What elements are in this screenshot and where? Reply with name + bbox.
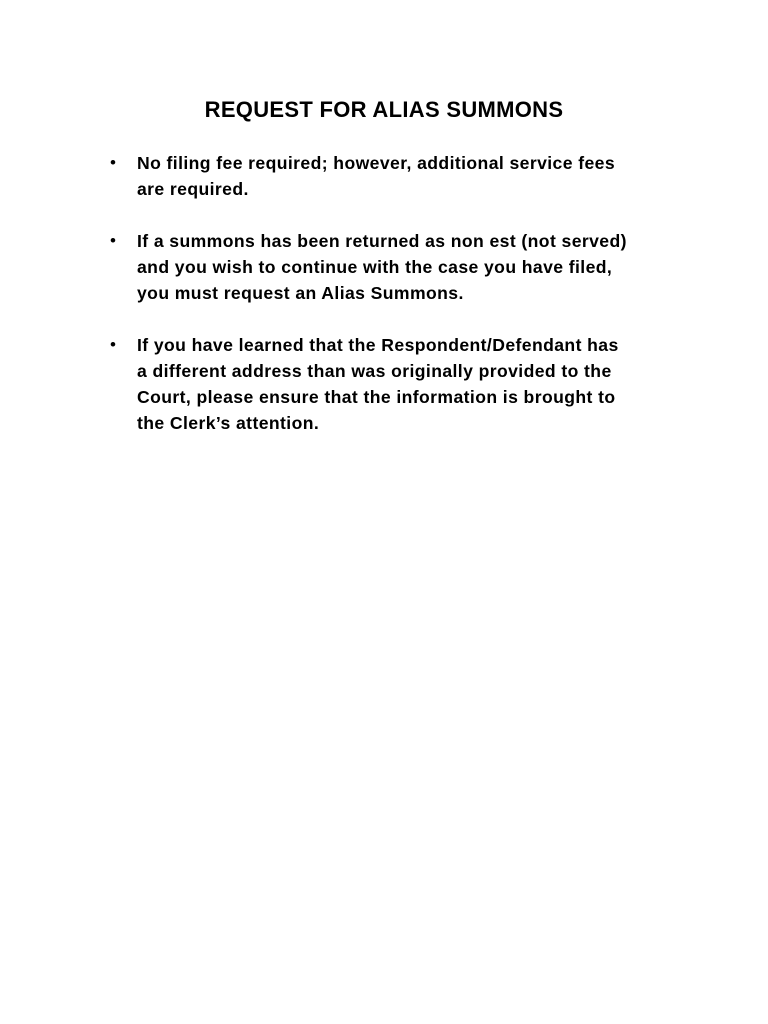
list-item: [110, 332, 690, 436]
bullet-line: If you have learned that the Respondent/Defendant has: [137, 335, 619, 355]
bullet-line: a different address than was originally provided to the: [137, 361, 612, 381]
bullet-line: and you wish to continue with the case you have filed,: [137, 257, 613, 277]
bullet-line: the Clerk’s attention.: [137, 413, 320, 433]
list-item: [110, 150, 690, 202]
page-title: [0, 94, 768, 126]
bullet-line: Court, please ensure that the information is brought to: [137, 387, 616, 407]
list-item: [110, 228, 690, 306]
bullet-icon: •: [110, 153, 117, 172]
instruction-list: [110, 150, 690, 462]
bullet-line: If a summons has been returned as non est (not served): [137, 231, 627, 251]
bullet-icon: •: [110, 231, 117, 250]
bullet-icon: •: [110, 335, 117, 354]
bullet-line: are required.: [137, 179, 249, 199]
bullet-line: you must request an Alias Summons.: [137, 283, 464, 303]
bullet-line: No filing fee required; however, additional service fees: [137, 153, 616, 173]
page-title-text: REQUEST FOR ALIAS SUMMONS: [204, 97, 564, 122]
